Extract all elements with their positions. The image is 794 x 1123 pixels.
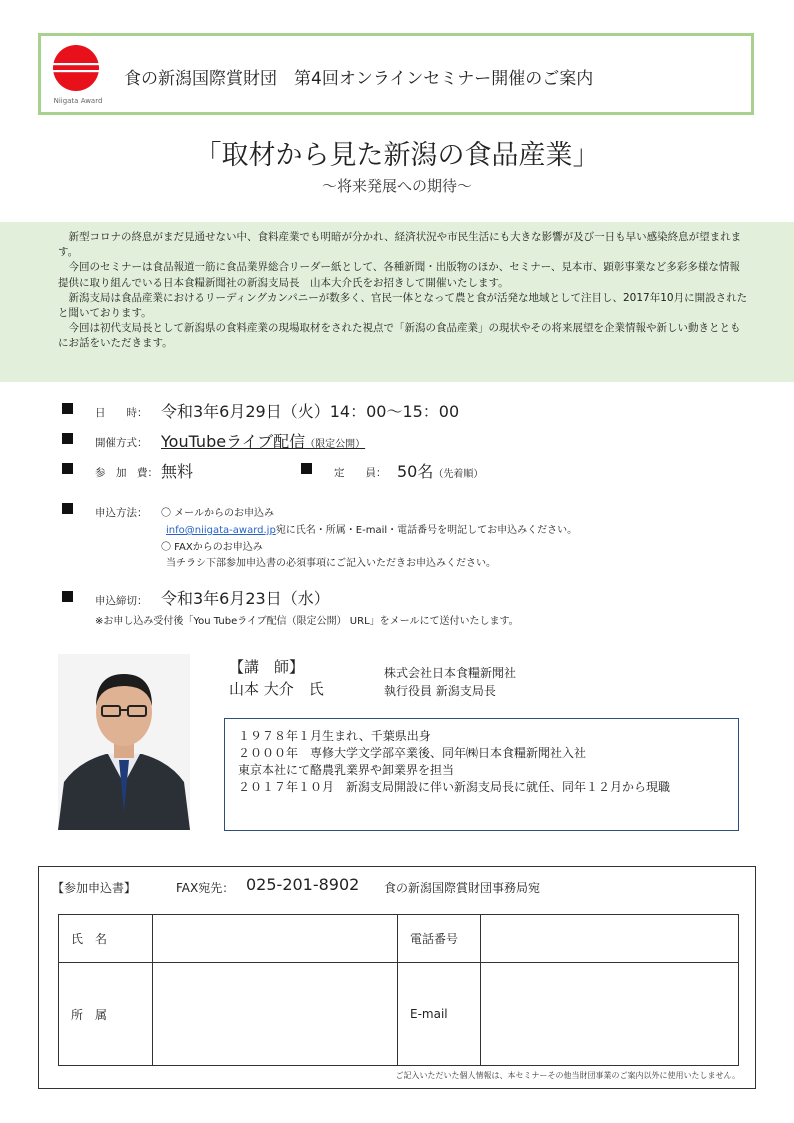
method-note: （限定公開） (305, 439, 366, 450)
apply-fax-text: 当チラシ下部参加申込書の必須事項にご記入いただきお申込みください。 (166, 558, 496, 569)
fee-value: 無料 (161, 462, 194, 481)
email-field[interactable] (481, 963, 739, 1066)
capacity-number: 50名 (397, 462, 434, 481)
intro-text (58, 230, 748, 352)
speaker-heading: 【講 師】 (229, 658, 305, 676)
table-row (59, 915, 739, 963)
fax-number: 025-201-8902 (246, 875, 360, 894)
privacy-note: ご記入いただいた個人情報は、本セミナーその他当財団事業のご案内以外に使用いたしません。 (395, 1071, 740, 1080)
speaker-photo (58, 654, 190, 830)
fee-label: 参 加 費： (95, 467, 158, 479)
speaker-position: 執行役員 新潟支局長 (384, 684, 496, 698)
method-label: 開催方式： (95, 437, 148, 449)
intro-paragraph: 新型コロナの終息がまだ見通せない中、食料産業でも明暗が分かれ、経済状況や市民生活にも大きな影響が及び一日も早い感染終息が望まれます。 (58, 231, 742, 259)
table-row (59, 963, 739, 1066)
email-label: E-mail (398, 963, 481, 1066)
bullet-icon (62, 433, 73, 444)
speaker-name: 山本 大介 氏 (229, 680, 324, 698)
name-label: 氏 名 (59, 915, 153, 963)
bio-line: ２０１７年１０月 新潟支局開設に伴い新潟支局長に就任、同年１２月から現職 (238, 780, 671, 794)
bullet-icon (62, 463, 73, 474)
phone-label: 電話番号 (398, 915, 481, 963)
capacity-value (397, 459, 483, 482)
bullet-icon (62, 403, 73, 414)
affiliation-field[interactable] (153, 963, 398, 1066)
form-heading: 【参加申込書】 (52, 881, 137, 895)
capacity-note: （先着順） (433, 469, 484, 480)
seminar-subtitle: 〜将来発展への期待〜 (321, 177, 472, 195)
application-table (58, 914, 739, 1066)
apply-email-line (166, 521, 577, 536)
apply-fax: 〇 FAXからのお申込み (161, 542, 263, 553)
header-title: 食の新潟国際賞財団 第4回オンラインセミナー開催のご案内 (124, 69, 594, 89)
speaker-company: 株式会社日本食糧新聞社 (384, 666, 517, 680)
capacity-label: 定 員： (334, 467, 387, 479)
bullet-icon (301, 463, 312, 474)
bio-line: １９７８年１月生まれ、千葉県出身 (238, 729, 431, 743)
datetime-label: 日 時： (95, 407, 148, 419)
intro-paragraph: 今回は初代支局長として新潟県の食料産業の現場取材をされた視点で「新潟の食品産業」の現状やその将来展望を企業情報や新しい動きとともにお話をいただきます。 (58, 322, 741, 350)
bullet-icon (62, 591, 73, 602)
seminar-title: 「取材から見た新潟の食品産業」 (194, 140, 600, 171)
deadline-value: 令和3年6月23日（水） (161, 589, 330, 608)
intro-paragraph: 新潟支局は食品産業におけるリーディングカンパニーが数多く、官民一体となって農と食が活発な地域として注目し、2017年10月に開設されたと聞いております。 (58, 291, 748, 320)
method-value (161, 429, 365, 452)
speaker-bio (238, 728, 733, 796)
phone-field[interactable] (481, 915, 739, 963)
fax-label: FAX宛先： (176, 881, 235, 895)
method-text: YouTubeライブ配信 (161, 432, 306, 451)
intro-paragraph: 今回のセミナーは食品報道一筋に食品業界総合リーダー紙として、各種新聞・出版物のほか、セミナー、見本市、顕彰事業など多彩多様な情報提供に取り組んでいる日本食糧新聞社の新潟支局長 山本大介氏をお招きして開催いたします。 (58, 261, 740, 289)
apply-email-text: 宛に氏名・所属・E-mail・電話番号を明記してお申込みください。 (275, 525, 578, 536)
apply-label: 申込方法： (95, 507, 148, 519)
bio-line: 東京本社にて酪農乳業界や卸業界を担当 (238, 763, 455, 777)
form-recipient: 食の新潟国際賞財団事務局宛 (384, 881, 541, 895)
contact-email-link[interactable]: info@niigata-award.jp (166, 525, 276, 536)
affiliation-label: 所 属 (59, 963, 153, 1066)
name-field[interactable] (153, 915, 398, 963)
apply-mail: 〇 メールからのお申込み (161, 508, 274, 519)
logo-text: Niigata Award (53, 97, 103, 105)
datetime-value: 令和3年6月29日（火）14：00〜15：00 (161, 402, 460, 421)
deadline-note: ※お申し込み受付後「You Tubeライブ配信（限定公開） URL」をメールにて送付いたします。 (95, 616, 519, 627)
niigata-award-logo (52, 44, 100, 92)
bullet-icon (62, 503, 73, 514)
deadline-label: 申込締切： (95, 595, 148, 607)
bio-line: ２０００年 専修大学文学部卒業後、同年㈱日本食糧新聞社入社 (238, 746, 587, 760)
